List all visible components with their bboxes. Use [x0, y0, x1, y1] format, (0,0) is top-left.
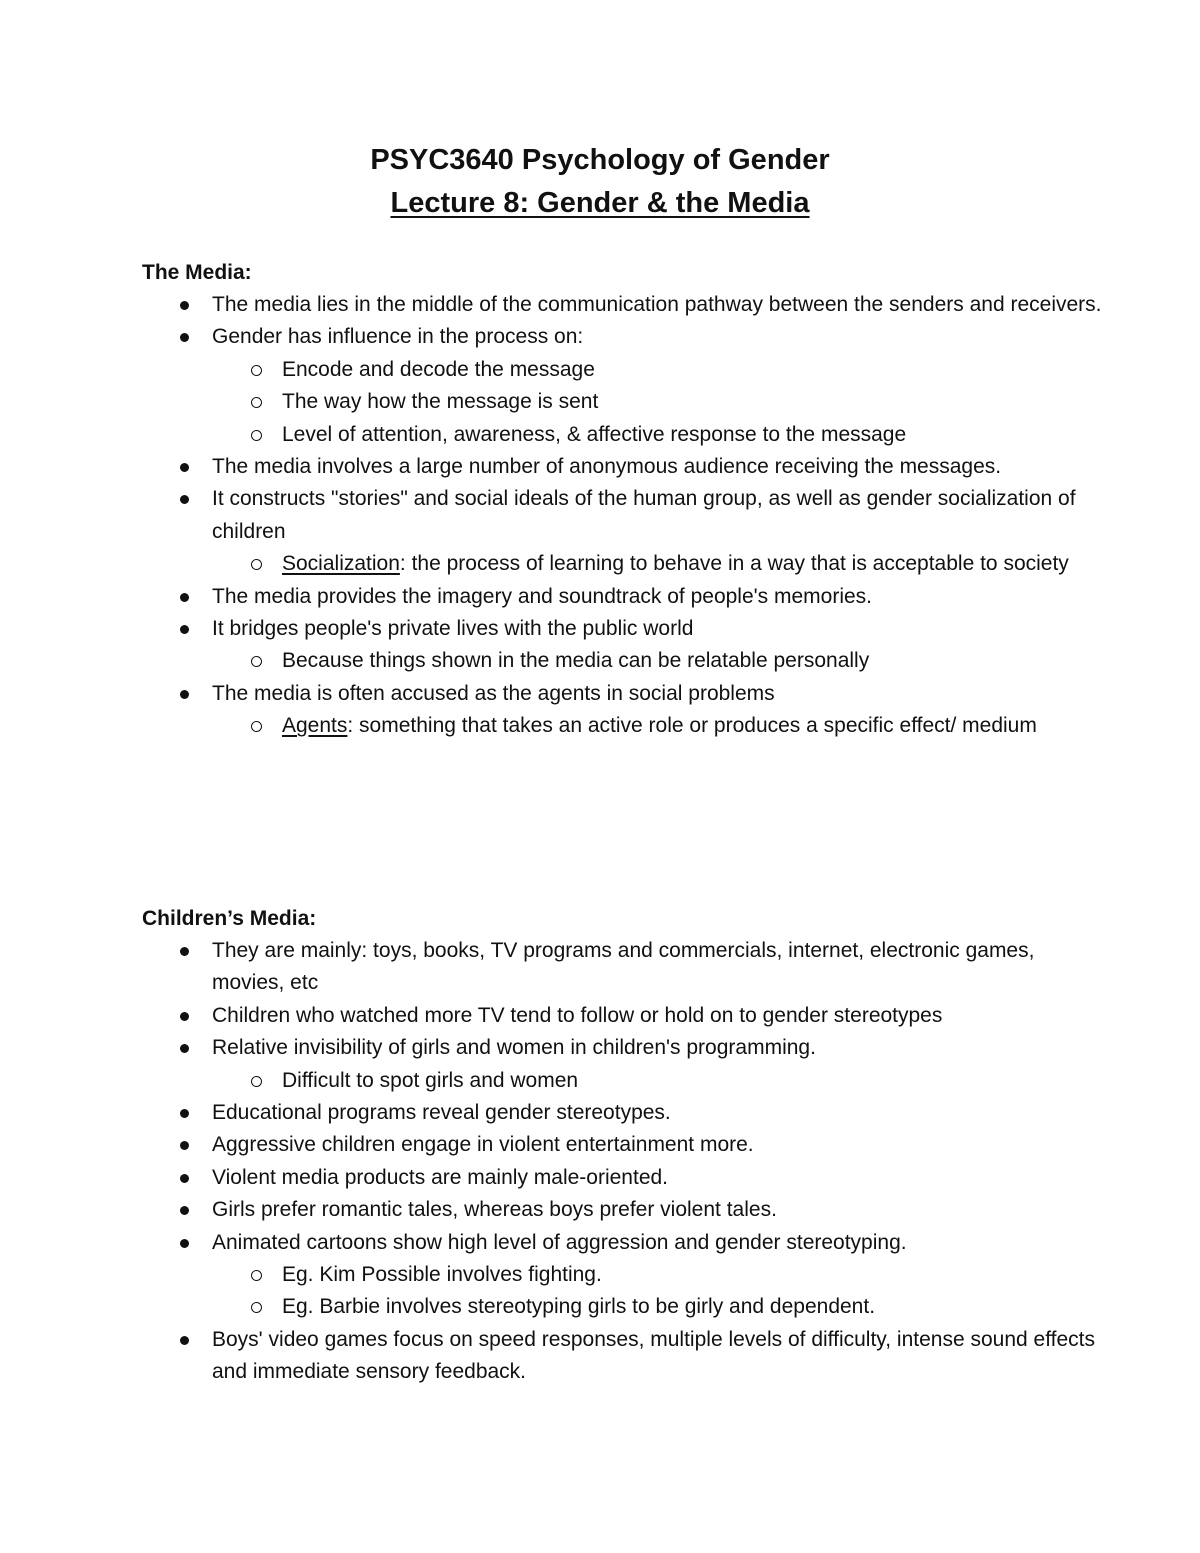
lecture-title: Lecture 8: Gender & the Media [390, 187, 810, 219]
list-item: The media provides the imagery and soundtrack of people's memories. [142, 581, 1102, 613]
section-childrens-media [142, 903, 1102, 1389]
list-item: The media lies in the middle of the communication pathway between the senders and receivers. [142, 289, 1102, 321]
sub-list-item: Eg. Barbie involves stereotyping girls to be girly and dependent. [142, 1291, 1102, 1323]
circle-bullet-icon [251, 656, 262, 667]
section-heading: The Media: [142, 261, 252, 284]
sub-list-item: Agents: something that takes an active role or produces a specific effect/ medium [142, 710, 1102, 742]
list-item: It bridges people's private lives with the public world [142, 613, 1102, 645]
section-heading: Children’s Media: [142, 907, 317, 930]
bullet-list [142, 935, 1102, 1389]
sub-list-item: Level of attention, awareness, & affective response to the message [142, 419, 1102, 451]
list-item: It constructs "stories" and social ideals of the human group, as well as gender socialization of children [142, 483, 1102, 548]
section-the-media [142, 257, 1102, 743]
bullet-icon [180, 1206, 189, 1215]
bullet-icon [180, 463, 189, 472]
circle-bullet-icon [251, 397, 262, 408]
circle-bullet-icon [251, 430, 262, 441]
bullet-icon [180, 333, 189, 342]
list-item: The media is often accused as the agents in social problems [142, 678, 1102, 710]
list-item: Boys' video games focus on speed responses, multiple levels of difficulty, intense sound effects and immediate sensory feedback. [142, 1324, 1102, 1389]
bullet-icon [180, 1174, 189, 1183]
sub-list-item: Eg. Kim Possible involves fighting. [142, 1259, 1102, 1291]
circle-bullet-icon [251, 365, 262, 376]
term-socialization: Socialization [282, 552, 400, 576]
list-item: Animated cartoons show high level of aggression and gender stereotyping. [142, 1227, 1102, 1259]
list-item: Aggressive children engage in violent entertainment more. [142, 1129, 1102, 1161]
bullet-icon [180, 1141, 189, 1150]
list-item: Violent media products are mainly male-oriented. [142, 1162, 1102, 1194]
bullet-icon [180, 1336, 189, 1345]
bullet-icon [180, 1012, 189, 1021]
bullet-icon [180, 495, 189, 504]
list-item: They are mainly: toys, books, TV programs and commercials, internet, electronic games, movies, etc [142, 935, 1102, 1000]
bullet-icon [180, 1109, 189, 1118]
list-item: Educational programs reveal gender stereotypes. [142, 1097, 1102, 1129]
circle-bullet-icon [251, 1076, 262, 1087]
bullet-icon [180, 1044, 189, 1053]
document-title: PSYC3640 Psychology of Gender [370, 144, 830, 176]
bullet-icon [180, 947, 189, 956]
bullet-list [142, 289, 1102, 743]
list-item: The media involves a large number of anonymous audience receiving the messages. [142, 451, 1102, 483]
sub-list-item: Socialization: the process of learning to behave in a way that is acceptable to society [142, 548, 1102, 580]
bullet-icon [180, 593, 189, 602]
sub-list-item: The way how the message is sent [142, 386, 1102, 418]
list-item: Girls prefer romantic tales, whereas boys prefer violent tales. [142, 1194, 1102, 1226]
sub-list-item: Encode and decode the message [142, 354, 1102, 386]
bullet-icon [180, 1239, 189, 1248]
bullet-icon [180, 625, 189, 634]
bullet-icon [180, 690, 189, 699]
sub-list-item: Because things shown in the media can be relatable personally [142, 645, 1102, 677]
list-item: Relative invisibility of girls and women in children's programming. [142, 1032, 1102, 1064]
list-item: Gender has influence in the process on: [142, 321, 1102, 353]
circle-bullet-icon [251, 721, 262, 732]
bullet-icon [180, 301, 189, 310]
circle-bullet-icon [251, 1302, 262, 1313]
circle-bullet-icon [251, 1270, 262, 1281]
circle-bullet-icon [251, 559, 262, 570]
list-item: Children who watched more TV tend to follow or hold on to gender stereotypes [142, 1000, 1102, 1032]
term-agents: Agents [282, 714, 348, 738]
sub-list-item: Difficult to spot girls and women [142, 1065, 1102, 1097]
